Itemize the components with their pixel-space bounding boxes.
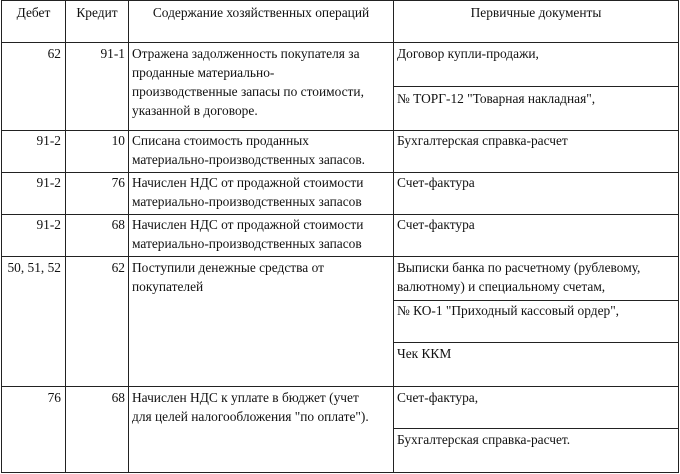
content-line: Начислен НДС от продажной стоимости	[132, 217, 364, 232]
row-divider	[393, 342, 679, 343]
content-line: материально-производственных запасов.	[132, 152, 366, 167]
content-line: производственные запасы по стоимости,	[132, 84, 364, 99]
table-border-bottom	[1, 472, 679, 473]
table-border-right	[678, 0, 679, 473]
column-divider	[393, 0, 394, 473]
debit-cell: 91-2	[36, 217, 61, 232]
credit-cell: 68	[111, 217, 125, 232]
document-line: Счет-фактура	[397, 217, 475, 232]
header-content: Содержание хозяйственных операций	[152, 5, 370, 20]
document-line: № ТОРГ-12 "Товарная накладная",	[397, 91, 596, 106]
content-line: Начислен НДС к уплате в бюджет (учет	[132, 390, 359, 405]
content-line: Поступили денежные средства от	[132, 260, 324, 275]
table-border-top	[1, 0, 679, 1]
document-line: Бухгалтерская справка-расчет	[397, 133, 568, 148]
header-credit: Кредит	[76, 5, 118, 20]
content-line: для целей налогообложения "по оплате").	[132, 409, 369, 424]
content-line: материально-производственных запасов	[132, 194, 362, 209]
header-documents: Первичные документы	[470, 5, 602, 20]
row-divider	[393, 428, 679, 429]
row-divider	[393, 86, 679, 87]
content-line: Списана стоимость проданных	[132, 133, 309, 148]
document-line: Счет-фактура	[397, 175, 475, 190]
document-line: № КО-1 "Приходный кассовый ордер",	[397, 303, 620, 318]
debit-cell: 50, 51, 52	[7, 260, 61, 275]
debit-cell: 91-2	[36, 175, 61, 190]
credit-cell: 91-1	[100, 46, 125, 61]
content-line: материально-производственных запасов	[132, 236, 362, 251]
credit-cell: 76	[111, 175, 125, 190]
document-line: валютному) и специальному счетам,	[397, 279, 606, 294]
credit-cell: 10	[111, 133, 125, 148]
content-line: Начислен НДС от продажной стоимости	[132, 175, 364, 190]
content-line: проданные материально-	[132, 65, 275, 80]
credit-cell: 62	[111, 260, 125, 275]
document-line: Выписки банка по расчетному (рублевому,	[397, 260, 641, 275]
debit-cell: 91-2	[36, 133, 61, 148]
document-line: Счет-фактура,	[397, 390, 479, 405]
header-divider	[1, 42, 679, 43]
document-line: Договор купли-продажи,	[397, 46, 539, 61]
credit-cell: 68	[111, 390, 125, 405]
column-divider	[128, 0, 129, 473]
header-debit: Дебет	[16, 5, 51, 20]
debit-cell: 62	[47, 46, 61, 61]
content-line: покупателей	[132, 279, 204, 294]
content-line: указанной в договоре.	[132, 103, 258, 118]
row-divider	[1, 386, 679, 387]
document-line: Бухгалтерская справка-расчет.	[397, 432, 571, 447]
document-line: Чек ККМ	[397, 346, 452, 361]
content-line: Отражена задолженность покупателя за	[132, 46, 360, 61]
row-divider	[1, 256, 679, 257]
debit-cell: 76	[47, 390, 61, 405]
